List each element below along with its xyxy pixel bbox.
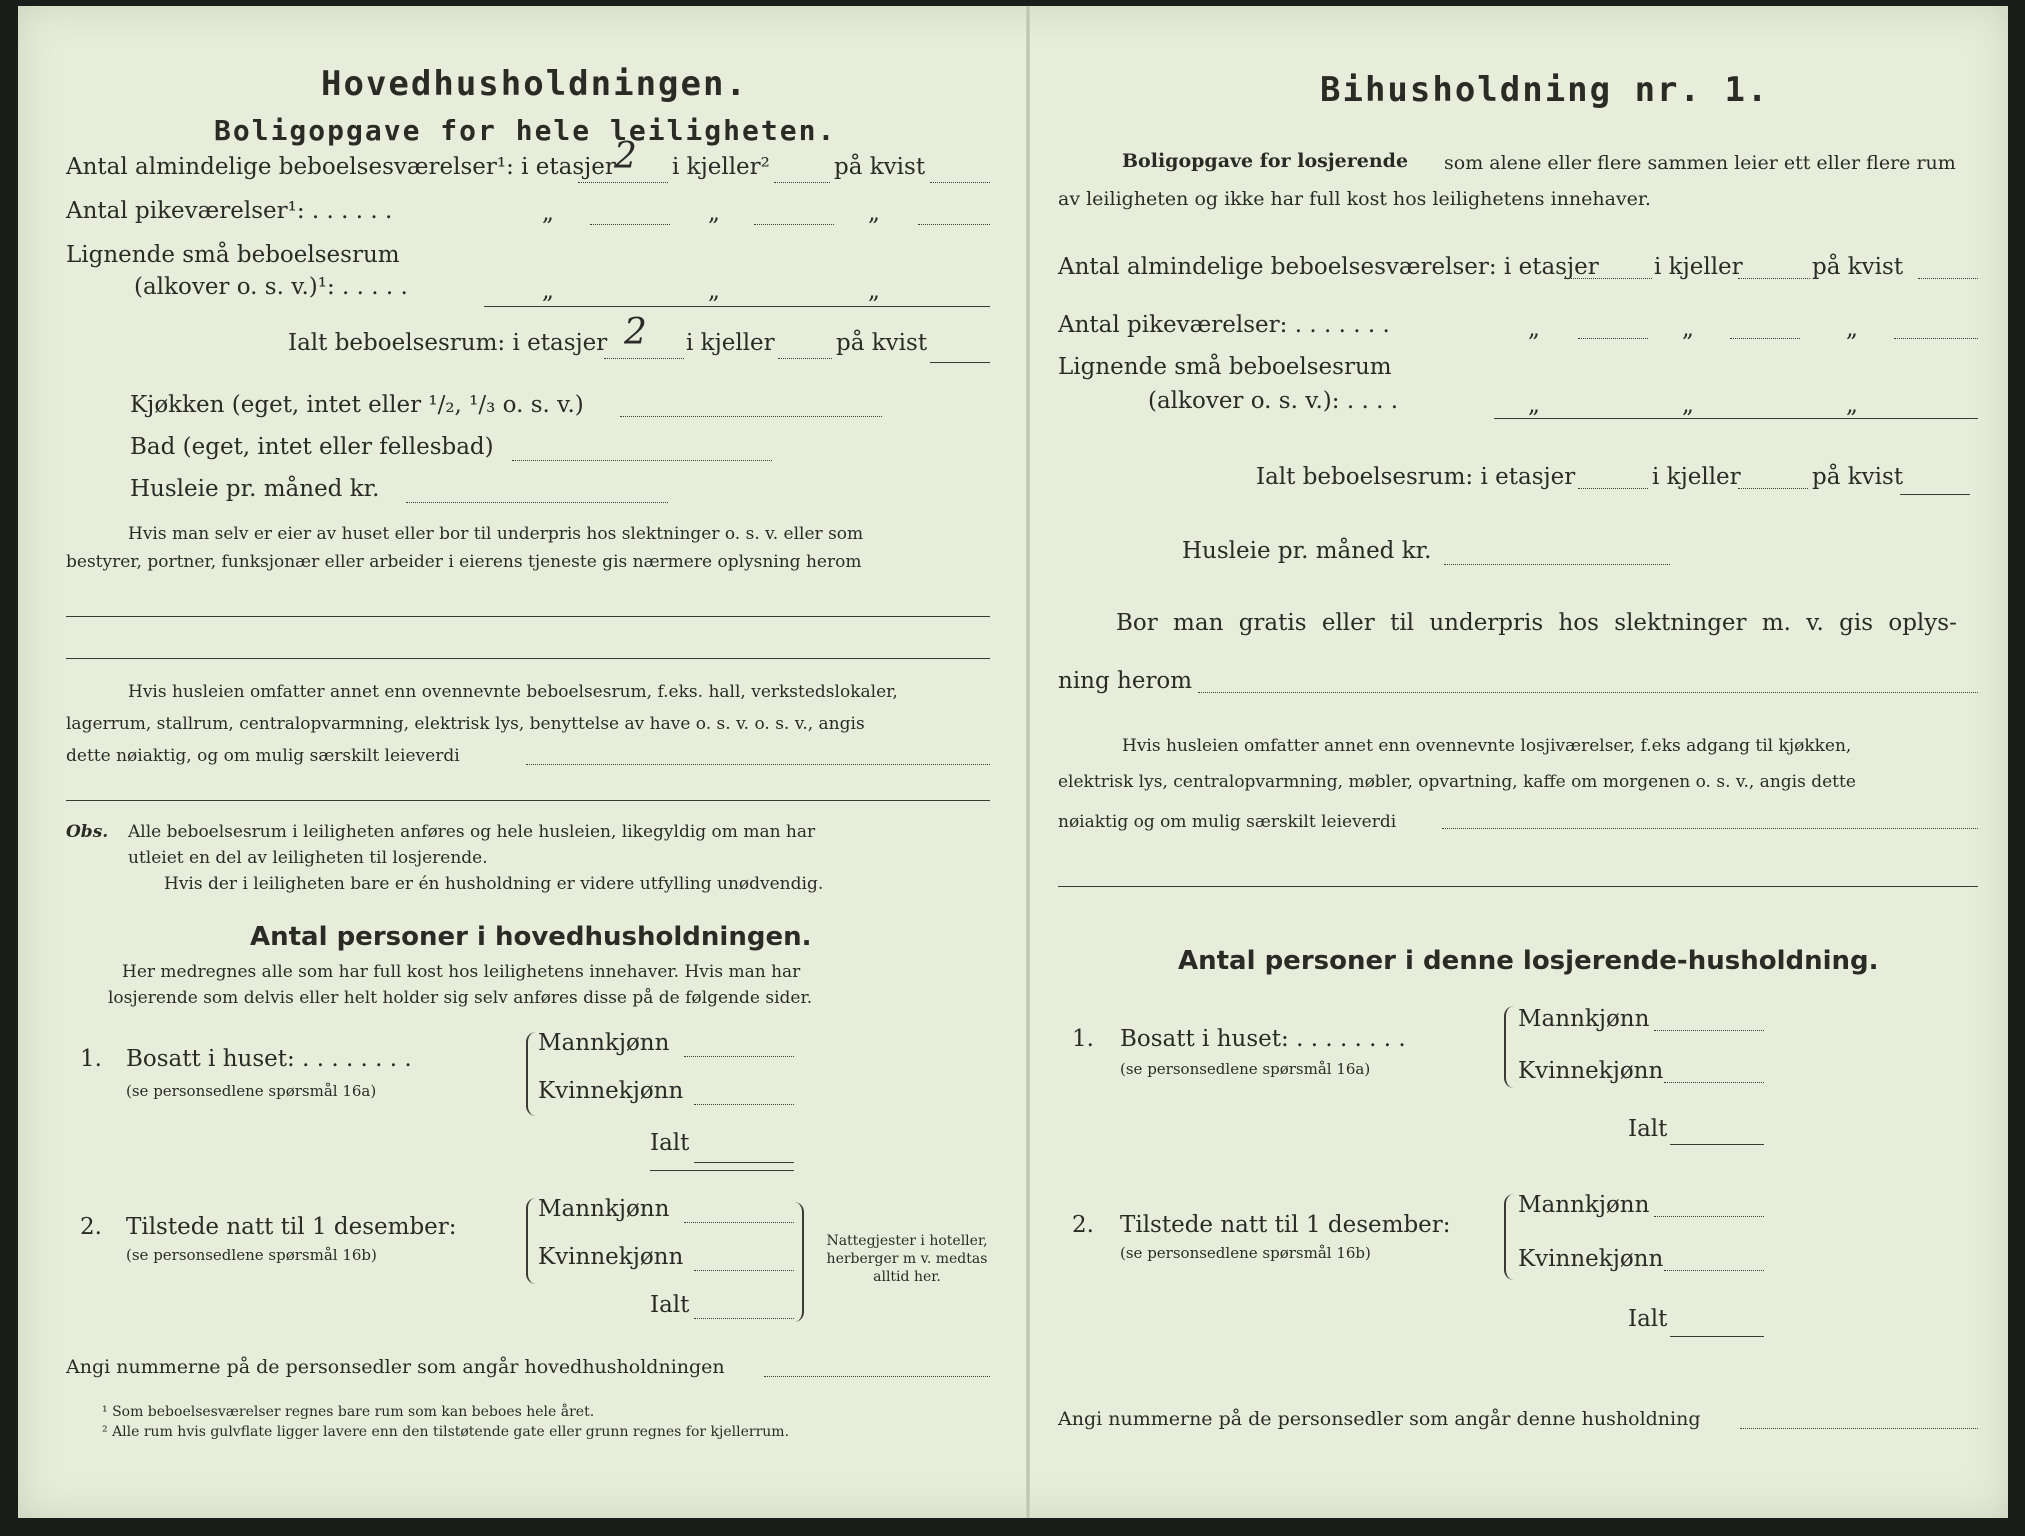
left-q2-kvinne-label: Kvinnekjønn [538,1244,684,1270]
right-page-title: Bihusholdning nr. 1. [1320,70,1770,110]
left-angi-label: Angi nummerne på de personsedler som angår hovedhusholdningen [66,1356,725,1378]
left-footnote-1: ¹ Som beboelsesværelser regnes bare rum som kan beboes hele året. [102,1404,595,1420]
left-eier-line-1[interactable] [66,616,990,617]
left-q1-mann-field[interactable] [684,1056,794,1057]
left-obs-2: utleiet en del av leiligheten til losjerende. [128,848,488,868]
right-row1-kjeller-field[interactable] [1738,278,1810,279]
left-eier-text-1: Hvis man selv er eier av huset eller bor til underpris hos slektninger o. s. v. eller som [128,524,864,544]
right-row2-kjeller-field[interactable] [1730,338,1800,339]
right-row1-etasjer-field[interactable] [1564,278,1652,279]
left-persons-title: Antal personer i hovedhusholdningen. [250,922,812,952]
left-kjokken-field[interactable] [620,416,882,417]
left-q2-note: (se personsedlene spørsmål 16b) [126,1246,377,1264]
left-row1-kvist-field[interactable] [930,182,990,183]
left-ialt-kjeller-field[interactable] [778,358,832,359]
left-row2-label: Antal pikeværelser¹: . . . . . . [66,198,393,224]
right-gratis-field[interactable] [1198,692,1978,693]
right-intro-bold: Boligopgave for losjerende [1122,150,1409,172]
right-q2-ialt-field[interactable] [1670,1336,1764,1337]
left-ialt-etasjer-value: 2 [624,312,647,353]
right-q1-ialt-label: Ialt [1628,1116,1668,1142]
right-omfatter-2: elektrisk lys, centralopvarmning, møbler, opvartning, kaffe om morgenen o. s. v., angis dette [1058,772,1856,792]
right-q1-number: 1. [1072,1026,1094,1052]
right-row2-ditto-1: „ [1528,316,1540,342]
right-row3-ditto-1: „ [1528,392,1540,418]
left-husleie-label: Husleie pr. måned kr. [130,476,380,502]
left-obs-1: Alle beboelsesrum i leiligheten anføres og hele husleien, likegyldig om man har [128,822,816,842]
left-ialt-kvist-field[interactable] [930,362,990,363]
right-row3-label-b: (alkover o. s. v.): . . . . [1148,388,1399,414]
right-row3-underline [1494,418,1978,419]
right-omfatter-1: Hvis husleien omfatter annet enn ovennevnte losjiværelser, f.eks adgang til kjøkken, [1122,736,1852,756]
right-q2-mann-label: Mannkjønn [1518,1192,1650,1218]
right-row2-label: Antal pikeværelser: . . . . . . . [1058,312,1390,338]
left-bad-label: Bad (eget, intet eller fellesbad) [130,434,494,460]
left-ialt-kvist-label: på kvist [836,330,928,356]
left-row2-etasjer-field[interactable] [590,224,670,225]
left-row1-etasjer-value: 2 [614,136,637,177]
left-q2-mann-label: Mannkjønn [538,1196,670,1222]
right-husleie-field[interactable] [1444,564,1670,565]
right-q2-number: 2. [1072,1212,1094,1238]
right-row1-kvist-label: på kvist [1812,254,1904,280]
right-row2-kvist-field[interactable] [1894,338,1978,339]
left-row1-etasjer-field[interactable] [578,182,668,183]
right-intro-1: som alene eller flere sammen leier ett eller flere rum [1444,152,1956,174]
right-omfatter-3: nøiaktig og om mulig særskilt leieverdi [1058,812,1397,832]
left-page-subtitle: Boligopgave for hele leiligheten. [214,114,837,147]
left-angi-field[interactable] [764,1376,990,1377]
right-gratis-1: Bor man gratis eller til underpris hos slektninger m. v. gis oplys- [1116,610,1957,636]
left-persons-1: Her medregnes alle som har full kost hos leilighetens innehaver. Hvis man har [122,962,801,982]
left-q1-brace [526,1032,538,1116]
right-row3-ditto-3: „ [1846,392,1858,418]
left-q1-kvinne-label: Kvinnekjønn [538,1078,684,1104]
right-q1-mann-field[interactable] [1654,1030,1764,1031]
right-q1-ialt-field[interactable] [1670,1144,1764,1145]
left-row1-kjeller-field[interactable] [774,182,830,183]
right-gratis-2: ning herom [1058,668,1193,694]
right-angi-field[interactable] [1740,1428,1978,1429]
left-row3-label-a: Lignende små beboelsesrum [66,242,400,268]
left-omfatter-2: lagerrum, stallrum, centralopvarmning, elektrisk lys, benyttelse av have o. s. v. o. s. v., angis [66,714,865,734]
left-nattegjester-note: Nattegjester i hoteller, herberger m v. medtas alltid her. [826,1233,988,1285]
left-q2-number: 2. [80,1214,102,1240]
left-row2-ditto-3: „ [868,200,880,226]
right-q2-note: (se personsedlene spørsmål 16b) [1120,1244,1371,1262]
left-omfatter-line[interactable] [66,800,990,801]
left-row3-ditto-2: „ [708,278,720,304]
right-ialt-kvist-field[interactable] [1900,494,1970,495]
left-row1-label: Antal almindelige beboelsesværelser¹: i etasjer [66,154,616,180]
right-omfatter-line[interactable] [1058,886,1978,887]
left-eier-line-2[interactable] [66,658,990,659]
right-q2-mann-field[interactable] [1654,1216,1764,1217]
left-q2-ialt-field[interactable] [694,1318,794,1319]
right-persons-title: Antal personer i denne losjerende-husholdning. [1178,946,1879,976]
right-ialt-label: Ialt beboelsesrum: i etasjer [1256,464,1576,490]
right-ialt-etasjer-field[interactable] [1578,488,1648,489]
right-row1-label: Antal almindelige beboelsesværelser: i etasjer [1058,254,1599,280]
left-omfatter-field[interactable] [526,764,990,765]
right-q2-label: Tilstede natt til 1 desember: [1120,1212,1451,1238]
left-persons-2: losjerende som delvis eller helt holder sig selv anføres disse på de følgende sider. [108,988,813,1008]
left-row1-kjeller-label: i kjeller² [672,154,770,180]
right-q1-mann-label: Mannkjønn [1518,1006,1650,1032]
left-q1-ialt-field[interactable] [694,1162,794,1163]
right-q1-kvinne-label: Kvinnekjønn [1518,1058,1664,1084]
left-row3-ditto-1: „ [542,278,554,304]
left-husleie-field[interactable] [406,502,668,503]
left-q1-ialt-label: Ialt [650,1130,690,1156]
right-angi-label: Angi nummerne på de personsedler som angår denne husholdning [1058,1408,1701,1430]
left-row3-underline [484,306,990,307]
left-eier-text-2: bestyrer, portner, funksjonær eller arbeider i eierens tjeneste gis nærmere oplysning herom [66,552,862,572]
page-fold [1026,6,1030,1518]
left-q1-mann-label: Mannkjønn [538,1030,670,1056]
left-row2-kvist-field[interactable] [918,224,990,225]
left-kjokken-label: Kjøkken (eget, intet eller ¹/₂, ¹/₃ o. s. v.) [130,392,584,418]
right-row1-kvist-field[interactable] [1918,278,1978,279]
left-obs-3: Hvis der i leiligheten bare er én husholdning er videre utfylling unødvendig. [164,874,824,894]
right-q1-kvinne-field[interactable] [1664,1082,1764,1083]
left-q2-mann-field[interactable] [684,1222,794,1223]
left-q1-number: 1. [80,1046,102,1072]
right-q2-kvinne-field[interactable] [1664,1270,1764,1271]
left-q1-note: (se personsedlene spørsmål 16a) [126,1082,377,1100]
left-row2-kjeller-field[interactable] [754,224,834,225]
left-omfatter-3: dette nøiaktig, og om mulig særskilt leieverdi [66,746,460,766]
left-ialt-etasjer-field[interactable] [604,358,684,359]
left-obs-label: Obs. [66,822,109,842]
right-row2-ditto-3: „ [1846,316,1858,342]
left-page-title: Hovedhusholdningen. [321,64,748,104]
right-q2-kvinne-label: Kvinnekjønn [1518,1246,1664,1272]
right-ialt-kjeller-label: i kjeller [1652,464,1741,490]
left-row3-ditto-3: „ [868,278,880,304]
left-q1-ialt-double [650,1170,794,1171]
right-ialt-kjeller-field[interactable] [1738,488,1808,489]
left-q2-right-brace [792,1202,804,1322]
left-row2-ditto-2: „ [708,200,720,226]
census-form-sheet [18,6,2008,1518]
left-q2-ialt-label: Ialt [650,1292,690,1318]
left-bad-field[interactable] [512,460,772,461]
right-q1-brace [1504,1006,1516,1088]
left-q2-label: Tilstede natt til 1 desember: [126,1214,457,1240]
right-q1-note: (se personsedlene spørsmål 16a) [1120,1060,1371,1078]
right-row2-etasjer-field[interactable] [1578,338,1648,339]
left-row2-ditto-1: „ [542,200,554,226]
right-row3-label-a: Lignende små beboelsesrum [1058,354,1392,380]
left-q1-label: Bosatt i huset: . . . . . . . . [126,1046,412,1072]
right-row3-ditto-2: „ [1682,392,1694,418]
left-q2-kvinne-field[interactable] [694,1270,794,1271]
right-intro-2: av leiligheten og ikke har full kost hos leilighetens innehaver. [1058,188,1651,210]
right-row1-kjeller-label: i kjeller [1654,254,1743,280]
left-ialt-label: Ialt beboelsesrum: i etasjer [288,330,608,356]
right-q2-brace [1504,1194,1516,1280]
right-husleie-label: Husleie pr. måned kr. [1182,538,1432,564]
left-footnote-2: ² Alle rum hvis gulvflate ligger lavere enn den tilstøtende gate eller grunn regnes for kjellerrum. [102,1424,790,1440]
right-q1-label: Bosatt i huset: . . . . . . . . [1120,1026,1406,1052]
right-ialt-kvist-label: på kvist [1812,464,1904,490]
left-ialt-kjeller-label: i kjeller [686,330,775,356]
left-q2-brace [526,1198,538,1284]
left-row1-kvist-label: på kvist [834,154,926,180]
right-omfatter-field[interactable] [1442,828,1978,829]
left-q1-kvinne-field[interactable] [694,1104,794,1105]
left-row3-label-b: (alkover o. s. v.)¹: . . . . . [134,274,408,300]
right-q2-ialt-label: Ialt [1628,1306,1668,1332]
right-row2-ditto-2: „ [1682,316,1694,342]
left-omfatter-1: Hvis husleien omfatter annet enn ovennevnte beboelsesrum, f.eks. hall, verkstedslokaler, [128,682,898,702]
